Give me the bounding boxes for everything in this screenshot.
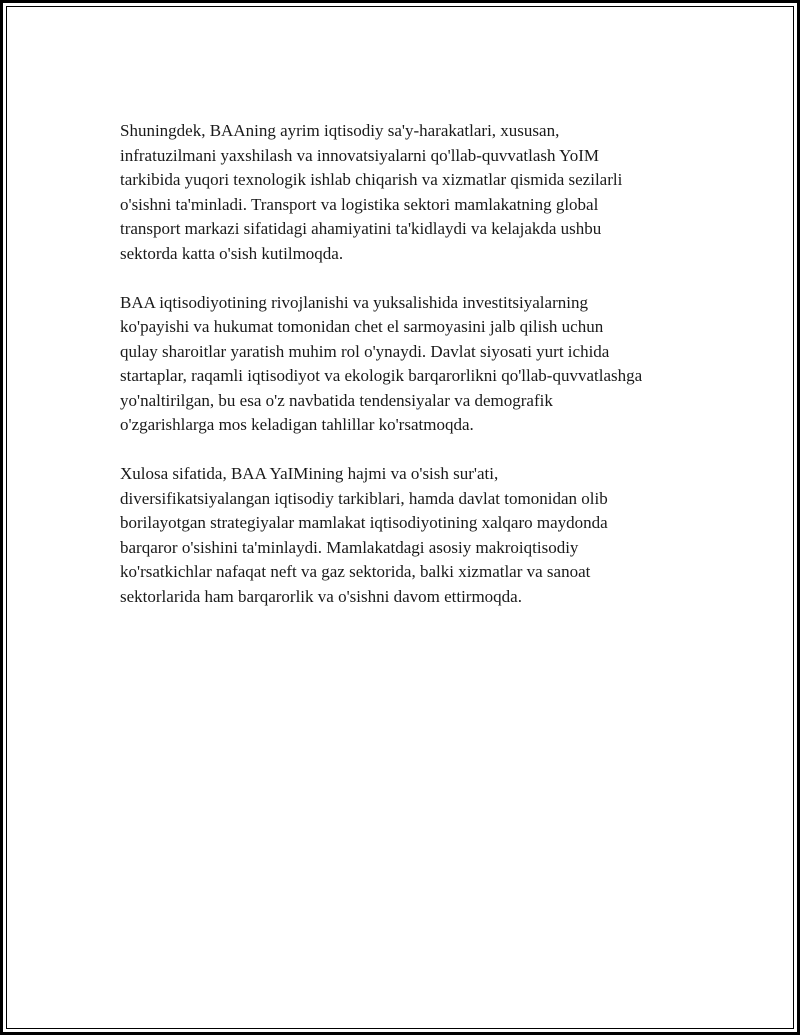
paragraph-line: transport markazi sifatidagi ahamiyatini ta'kidlaydi va kelajakda ushbu	[120, 219, 602, 238]
paragraph-line: Shuningdek, BAAning ayrim iqtisodiy sa'y-harakatlari, xususan,	[120, 121, 560, 140]
paragraph-line: Xulosa sifatida, BAA YaIMining hajmi va o'sish sur'ati,	[120, 464, 499, 483]
paragraph-line: barqaror o'sishini ta'minlaydi. Mamlakatdagi asosiy makroiqtisodiy	[120, 537, 579, 557]
paragraph-line: yo'naltirilgan, bu esa o'z navbatida tendensiyalar va demografik	[120, 390, 553, 410]
paragraph-line: startaplar, raqamli iqtisodiyot va ekologik barqarorlikni qo'llab-quvvatlashga	[120, 366, 643, 385]
paragraph-line: tarkibida yuqori texnologik ishlab chiqarish va xizmatlar qismida sezilarli	[120, 170, 623, 189]
paragraph-2	[120, 291, 700, 438]
document-body	[120, 119, 700, 634]
paragraph-line: borilayotgan strategiyalar mamlakat iqtisodiyotining xalqaro maydonda	[120, 513, 608, 532]
paragraph-line: ko'rsatkichlar nafaqat neft va gaz sektorida, balki xizmatlar va sanoat	[120, 562, 591, 581]
paragraph-line: ko'payishi va hukumat tomonidan chet el sarmoyasini jalb qilish uchun	[120, 317, 604, 336]
paragraph-line: qulay sharoitlar yaratish muhim rol o'ynaydi. Davlat siyosati yurt ichida	[120, 341, 610, 361]
paragraph-line: BAA iqtisodiyotining rivojlanishi va yuksalishida investitsiyalarning	[120, 292, 588, 312]
paragraph-line: diversifikatsiyalangan iqtisodiy tarkiblari, hamda davlat tomonidan olib	[120, 488, 608, 508]
paragraph-line: sektorda katta o'sish kutilmoqda.	[120, 243, 344, 263]
paragraph-3	[120, 462, 700, 609]
paragraph-line: o'sishni ta'minladi. Transport va logistika sektori mamlakatning global	[120, 194, 599, 214]
paragraph-line: sektorlarida ham barqarorlik va o'sishni davom ettirmoqda.	[120, 586, 522, 606]
paragraph-line: o'zgarishlarga mos keladigan tahlillar ko'rsatmoqda.	[120, 415, 474, 434]
paragraph-1	[120, 119, 700, 266]
paragraph-line: infratuzilmani yaxshilash va innovatsiyalarni qo'llab-quvvatlash YoIM	[120, 145, 599, 165]
